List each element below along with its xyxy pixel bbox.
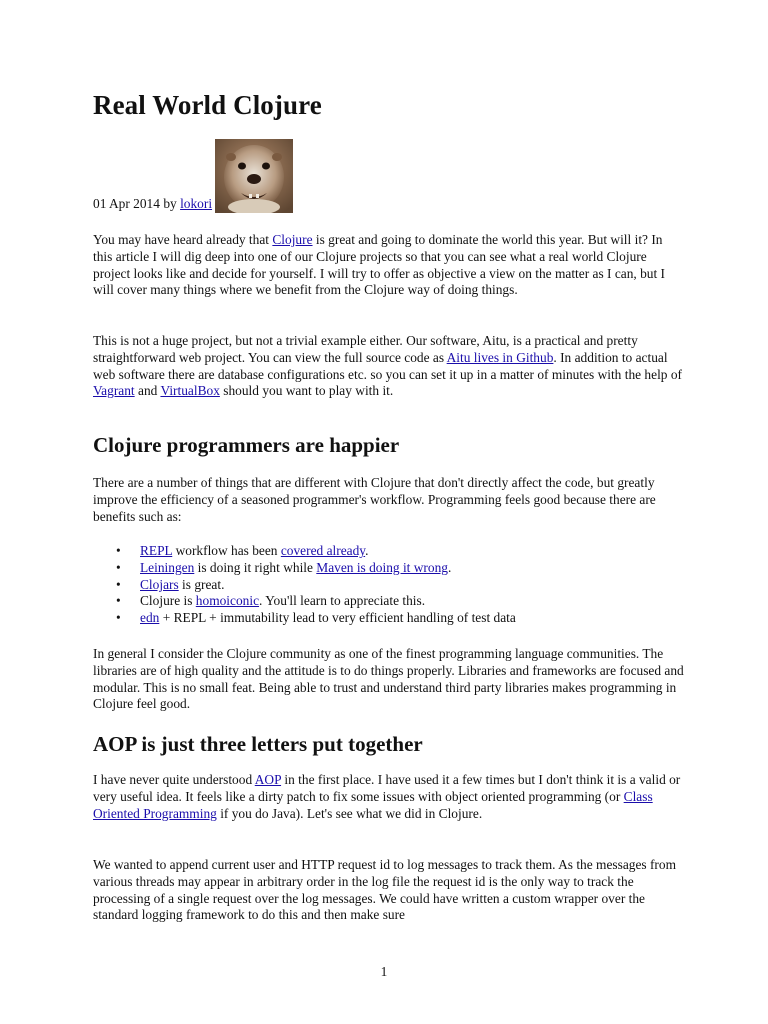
section-heading-1-wrap (93, 432, 685, 458)
clojure-link[interactable]: Clojure (272, 232, 313, 247)
text: workflow has been (172, 543, 281, 558)
clojars-link[interactable]: Clojars (140, 576, 179, 592)
aitu-github-link[interactable]: Aitu lives in Github (446, 349, 554, 365)
intro-paragraph-1 (93, 232, 685, 299)
text: . (365, 543, 369, 558)
text: is doing it right while (194, 559, 317, 575)
section2-paragraph-2: We wanted to append current user and HTTP request id to log messages to track them. As the messages from various threads may appear in arbitrary order in the log file the request id is the only way to track the processing of a single request over the log messages. We could have written a custom wrapper over the standard logging framework to do this and then make sure (93, 857, 676, 923)
intro-section (93, 232, 685, 299)
section1-paragraph-1: There are a number of things that are different with Clojure that don't directly affect the code, but greatly improve the efficiency of a seasoned programmer's workflow. Programming feels good because there are benefits such as: (93, 475, 656, 524)
post-date: 01 Apr 2014 (93, 196, 160, 212)
text: . In addition to actual web software there are database configurations etc. so you can set it up in a matter of minutes with the help of (93, 349, 682, 382)
maven-link[interactable]: Maven is doing it wrong (316, 559, 448, 575)
byline-text (93, 196, 212, 213)
text: is great and going to dominate the world this year. But will it? In this article I will dig deep into one of our Clojure projects so that you can see what a real world Clojure project looks like and decide for yourself. I will try to offer as objective a view on the matter as I can, but I will cover many things where we benefit from the Clojure way of doing things. (93, 232, 666, 298)
benefits-list (93, 543, 685, 627)
section-heading-aop: AOP is just three letters put together (93, 732, 423, 756)
page-number: 1 (380, 964, 388, 979)
edn-link[interactable]: edn (140, 610, 160, 626)
section1-body-2 (93, 646, 685, 713)
byline (93, 137, 293, 213)
text: + REPL + immutability lead to very efficient handling of test data (159, 610, 516, 626)
list-item (140, 593, 685, 610)
section2-body-2 (93, 857, 685, 924)
list-item (140, 560, 685, 577)
repl-link[interactable]: REPL (140, 543, 173, 558)
text: if you do Java). Let's see what we did in Clojure. (216, 805, 483, 821)
covered-already-link[interactable]: covered already (280, 543, 366, 558)
benefits-list-wrap (93, 543, 685, 627)
list-item (140, 577, 685, 594)
section1-body (93, 475, 685, 525)
author-link[interactable]: lokori (180, 196, 213, 212)
homoiconic-link[interactable]: homoiconic (195, 593, 260, 609)
byline-by: by (163, 196, 177, 212)
text: Clojure is (140, 593, 196, 609)
intro-paragraph-2 (93, 333, 685, 400)
virtualbox-link[interactable]: VirtualBox (160, 383, 220, 399)
text: You may have heard already that (93, 232, 273, 247)
class-oriented-programming-link[interactable]: Class Oriented Programming (93, 788, 653, 821)
section-heading-2-wrap (93, 731, 685, 757)
page-title: Real World Clojure (93, 90, 322, 120)
text: in the first place. I have used it a few times but I don't think it is a valid or very useful idea. It feels like a dirty patch to fix some issues with object oriented programming (or (93, 772, 681, 804)
text: and (134, 383, 161, 399)
leiningen-link[interactable]: Leiningen (140, 559, 195, 575)
text: is great. (178, 576, 225, 592)
vagrant-link[interactable]: Vagrant (93, 383, 135, 399)
author-avatar-otter-icon (215, 139, 293, 213)
section2-body (93, 772, 685, 822)
text: This is not a huge project, but not a trivial example either. Our software, Aitu, is a practical and pretty straightforward web project. You can view the full source code as (93, 333, 638, 365)
text: . (447, 559, 452, 575)
aop-link[interactable]: AOP (254, 772, 282, 787)
text: I have never quite understood (93, 772, 255, 787)
list-item (140, 610, 685, 627)
intro-section-2 (93, 333, 685, 400)
section1-paragraph-2: In general I consider the Clojure community as one of the finest programming language communities. The libraries are of high quality and the attitude is to do things properly. Libraries and frameworks are focused and modular. This is no small feat. Being able to trust and understand third party libraries makes programming in Clojure feel good. (93, 646, 684, 712)
text: should you want to play with it. (219, 383, 394, 399)
section-heading-happier: Clojure programmers are happier (93, 433, 400, 457)
list-item (140, 543, 685, 560)
text: . You'll learn to appreciate this. (259, 593, 426, 609)
section2-paragraph-1 (93, 772, 685, 822)
